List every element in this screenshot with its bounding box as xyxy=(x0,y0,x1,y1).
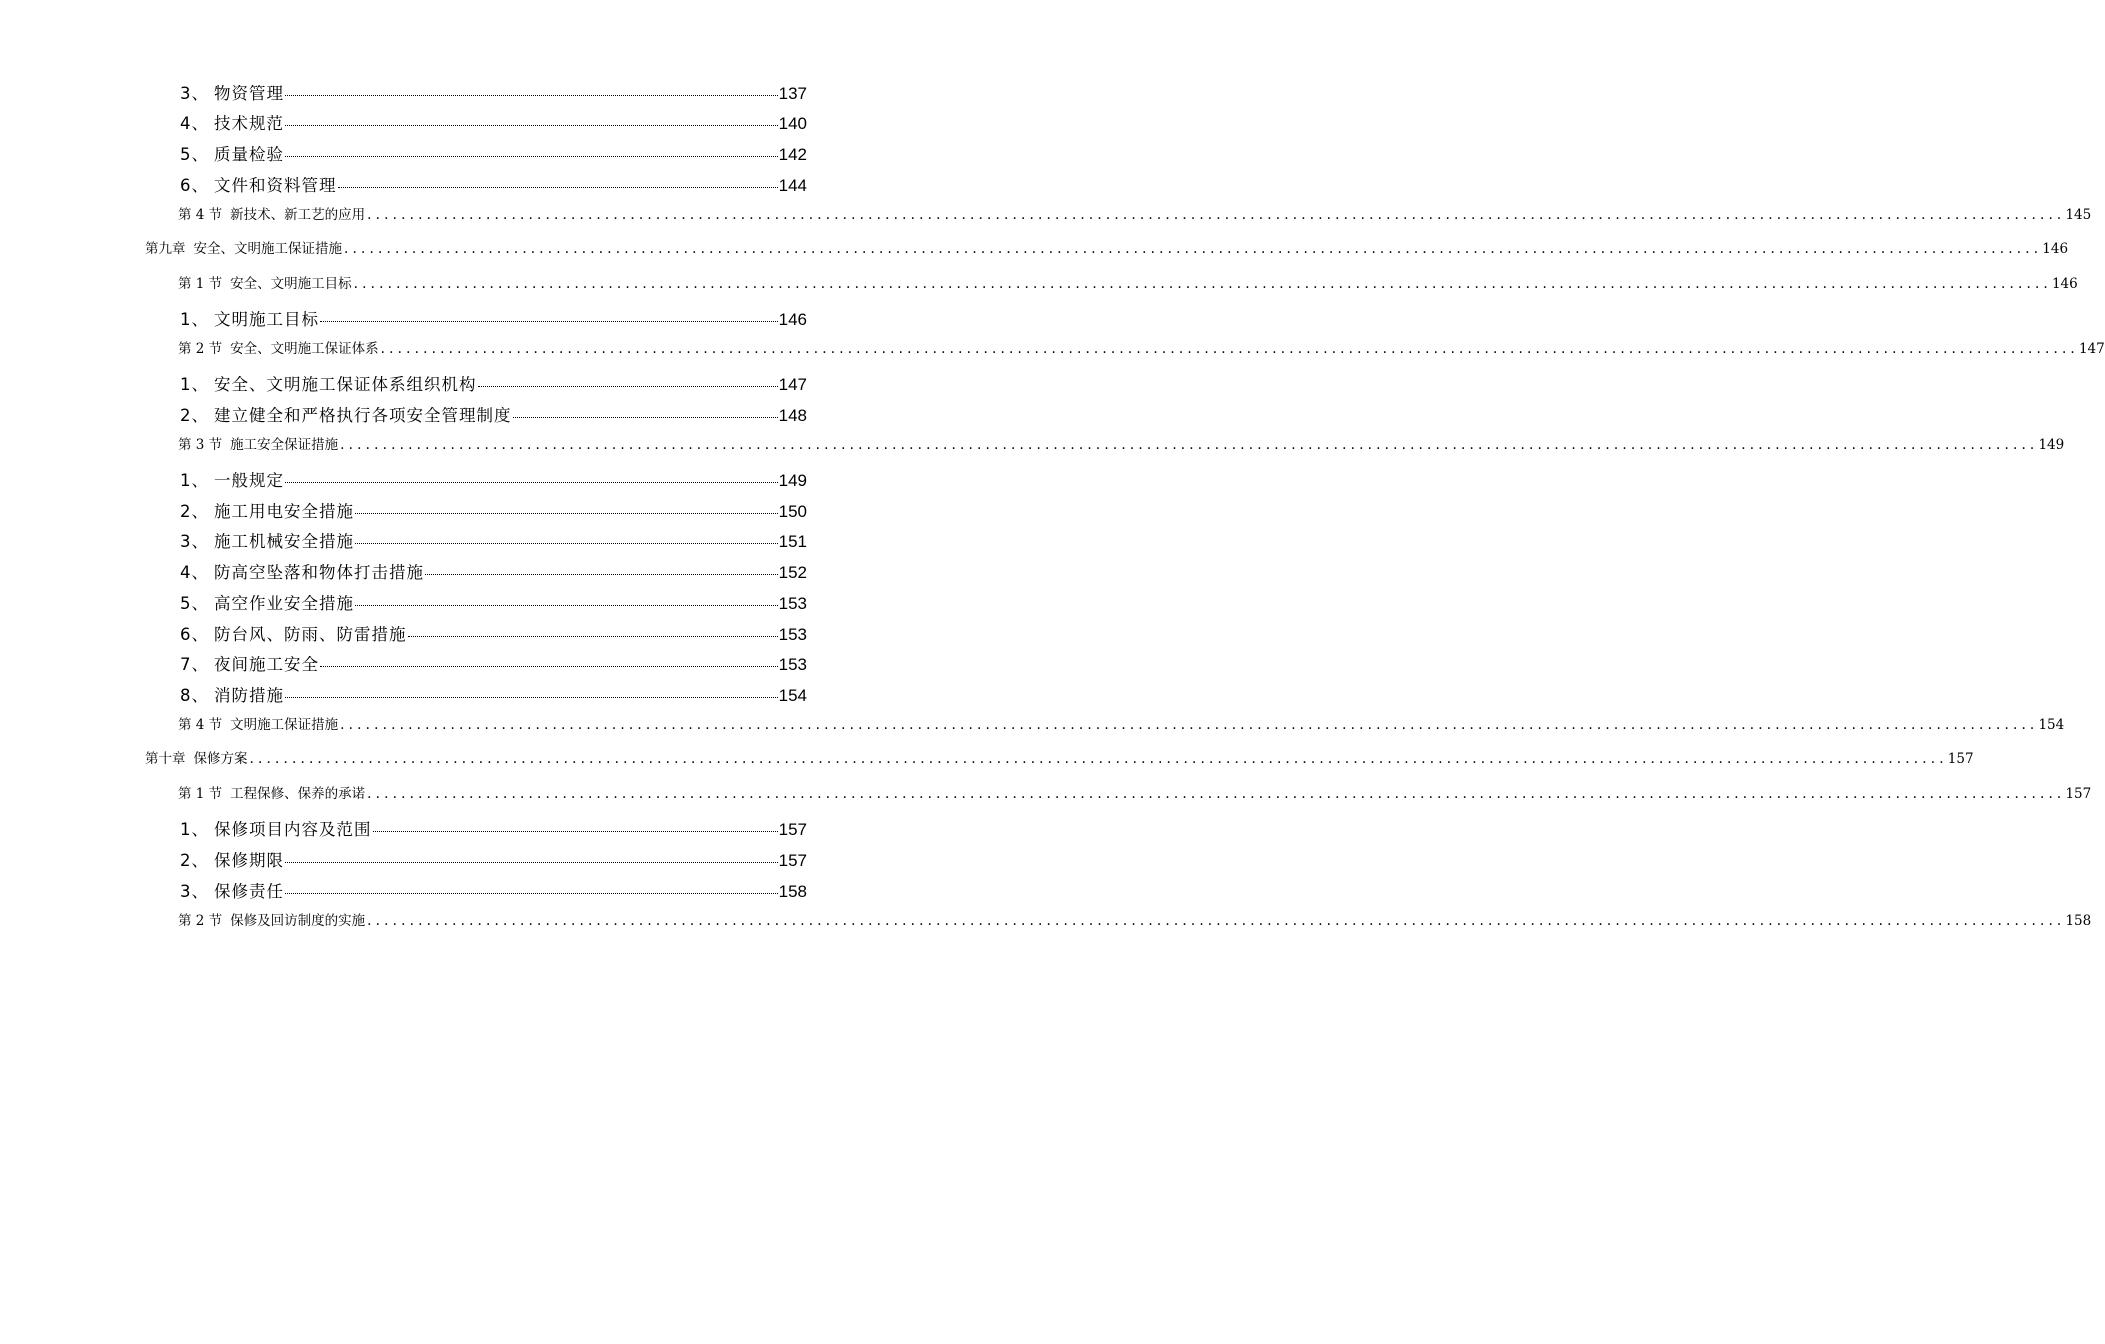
toc-item-entry[interactable] xyxy=(180,172,807,196)
toc-item-entry[interactable] xyxy=(180,110,807,134)
toc-page-number: 154 xyxy=(2038,717,2065,733)
toc-entry-number: 2、 xyxy=(180,851,209,870)
toc-entry-number: 3、 xyxy=(180,532,209,551)
toc-page-number: 157 xyxy=(2065,786,2092,802)
toc-item-entry[interactable] xyxy=(180,306,807,330)
toc-dot-leader: ........................................................................................................................................................................................................ xyxy=(340,717,2039,733)
toc-dot-leader xyxy=(320,666,778,667)
toc-entry-title: 新技术、新工艺的应用 xyxy=(230,207,366,223)
toc-entry-number: 第 2 节 xyxy=(178,341,223,357)
toc-entry-title: 施工用电安全措施 xyxy=(214,502,354,521)
toc-dot-leader: ........................................................................................................................................................................................................ xyxy=(367,786,2066,802)
toc-page-number: 137 xyxy=(778,84,807,103)
toc-page-number: 142 xyxy=(778,145,807,164)
toc-dot-leader xyxy=(373,831,778,832)
toc-page-number: 157 xyxy=(778,820,807,839)
toc-page-number: 149 xyxy=(2038,437,2065,453)
toc-entry-title: 保修期限 xyxy=(214,851,284,870)
toc-page-number: 150 xyxy=(778,502,807,521)
toc-item-entry[interactable] xyxy=(180,467,807,491)
toc-section-entry[interactable] xyxy=(178,782,2092,802)
toc-entry-number: 7、 xyxy=(180,655,209,674)
toc-item-entry[interactable] xyxy=(180,878,807,902)
toc-page-number: 147 xyxy=(2078,341,2105,357)
toc-entry-title: 消防措施 xyxy=(214,686,284,705)
toc-page-number: 151 xyxy=(778,532,807,551)
toc-page-number: 153 xyxy=(778,655,807,674)
toc-dot-leader xyxy=(285,893,778,894)
toc-dot-leader xyxy=(513,417,778,418)
toc-dot-leader: ........................................................................................................................................................................................................ xyxy=(367,913,2066,929)
toc-entry-title: 文件和资料管理 xyxy=(214,176,337,195)
toc-dot-leader xyxy=(285,697,778,698)
toc-page-number: 147 xyxy=(778,375,807,394)
toc-dot-leader xyxy=(338,187,778,188)
toc-item-entry[interactable] xyxy=(180,371,807,395)
toc-chapter-entry[interactable] xyxy=(145,747,1974,767)
toc-entry-title: 质量检验 xyxy=(214,145,284,164)
toc-entry-number: 6、 xyxy=(180,176,209,195)
toc-page-number: 146 xyxy=(2042,241,2069,257)
toc-entry-number: 5、 xyxy=(180,145,209,164)
toc-dot-leader xyxy=(408,636,778,637)
toc-entry-title: 保修项目内容及范围 xyxy=(214,820,372,839)
toc-entry-title: 防台风、防雨、防雷措施 xyxy=(214,625,407,644)
toc-item-entry[interactable] xyxy=(180,847,807,871)
toc-entry-title: 施工安全保证措施 xyxy=(230,437,339,453)
toc-section-entry[interactable] xyxy=(178,272,2078,292)
toc-dot-leader xyxy=(320,321,778,322)
toc-dot-leader xyxy=(355,605,778,606)
toc-entry-title: 防高空坠落和物体打击措施 xyxy=(214,563,424,582)
toc-item-entry[interactable] xyxy=(180,682,807,706)
toc-page-number: 158 xyxy=(778,882,807,901)
toc-page-number: 153 xyxy=(778,625,807,644)
toc-entry-number: 第九章 xyxy=(145,241,186,257)
toc-dot-leader: ........................................................................................................................................................................................................ xyxy=(249,751,1948,767)
toc-entry-title: 文明施工保证措施 xyxy=(230,717,339,733)
toc-page-number: 152 xyxy=(778,563,807,582)
toc-page-number: 157 xyxy=(1947,751,1974,767)
toc-entry-number: 3、 xyxy=(180,84,209,103)
toc-page-number: 148 xyxy=(778,406,807,425)
toc-page-number: 157 xyxy=(778,851,807,870)
toc-section-entry[interactable] xyxy=(178,203,2092,223)
toc-entry-title: 施工机械安全措施 xyxy=(214,532,354,551)
toc-entry-number: 第 3 节 xyxy=(178,437,223,453)
toc-dot-leader xyxy=(355,513,778,514)
toc-dot-leader: ........................................................................................................................................................................................................ xyxy=(380,341,2079,357)
toc-entry-number: 第 4 节 xyxy=(178,207,223,223)
toc-dot-leader xyxy=(425,574,778,575)
toc-dot-leader xyxy=(285,482,778,483)
toc-entry-number: 第 2 节 xyxy=(178,913,223,929)
toc-section-entry[interactable] xyxy=(178,909,2092,929)
toc-item-entry[interactable] xyxy=(180,141,807,165)
toc-entry-number: 8、 xyxy=(180,686,209,705)
toc-entry-title: 保修方案 xyxy=(193,751,248,767)
toc-page-number: 149 xyxy=(778,471,807,490)
toc-entry-number: 第十章 xyxy=(145,751,186,767)
toc-dot-leader xyxy=(285,125,778,126)
toc-section-entry[interactable] xyxy=(178,713,2065,733)
toc-item-entry[interactable] xyxy=(180,498,807,522)
toc-entry-number: 4、 xyxy=(180,114,209,133)
toc-entry-number: 1、 xyxy=(180,820,209,839)
toc-page-number: 145 xyxy=(2065,207,2092,223)
toc-item-entry[interactable] xyxy=(180,402,807,426)
toc-entry-title: 建立健全和严格执行各项安全管理制度 xyxy=(214,406,512,425)
toc-item-entry[interactable] xyxy=(180,559,807,583)
toc-page-number: 158 xyxy=(2065,913,2092,929)
toc-entry-number: 1、 xyxy=(180,471,209,490)
toc-entry-title: 夜间施工安全 xyxy=(214,655,319,674)
toc-entry-number: 5、 xyxy=(180,594,209,613)
toc-page-number: 153 xyxy=(778,594,807,613)
toc-chapter-entry[interactable] xyxy=(145,237,2069,257)
toc-entry-title: 安全、文明施工目标 xyxy=(230,276,352,292)
toc-dot-leader: ........................................................................................................................................................................................................ xyxy=(367,207,2066,223)
toc-item-entry[interactable] xyxy=(180,80,807,104)
toc-entry-number: 1、 xyxy=(180,310,209,329)
toc-page-number: 146 xyxy=(2051,276,2078,292)
toc-dot-leader: ........................................................................................................................................................................................................ xyxy=(344,241,2043,257)
toc-entry-title: 高空作业安全措施 xyxy=(214,594,354,613)
toc-entry-number: 2、 xyxy=(180,406,209,425)
toc-entry-number: 第 1 节 xyxy=(178,276,223,292)
toc-entry-title: 保修责任 xyxy=(214,882,284,901)
toc-entry-title: 安全、文明施工保证措施 xyxy=(193,241,342,257)
toc-entry-number: 第 1 节 xyxy=(178,786,223,802)
toc-dot-leader xyxy=(355,543,778,544)
toc-entry-title: 文明施工目标 xyxy=(214,310,319,329)
toc-entry-title: 工程保修、保养的承诺 xyxy=(230,786,366,802)
toc-entry-number: 4、 xyxy=(180,563,209,582)
toc-section-entry[interactable] xyxy=(178,433,2065,453)
toc-item-entry[interactable] xyxy=(180,528,807,552)
toc-item-entry[interactable] xyxy=(180,590,807,614)
toc-entry-number: 2、 xyxy=(180,502,209,521)
toc-dot-leader xyxy=(285,156,778,157)
toc-dot-leader xyxy=(285,95,778,96)
toc-section-entry[interactable] xyxy=(178,337,2105,357)
toc-entry-title: 保修及回访制度的实施 xyxy=(230,913,366,929)
toc-dot-leader xyxy=(478,386,778,387)
toc-page-number: 144 xyxy=(778,176,807,195)
toc-entry-title: 技术规范 xyxy=(214,114,284,133)
toc-entry-number: 1、 xyxy=(180,375,209,394)
toc-dot-leader: ........................................................................................................................................................................................................ xyxy=(340,437,2039,453)
toc-dot-leader xyxy=(285,862,778,863)
toc-page-number: 140 xyxy=(778,114,807,133)
toc-page-number: 154 xyxy=(778,686,807,705)
toc-entry-title: 安全、文明施工保证体系组织机构 xyxy=(214,375,477,394)
toc-entry-title: 安全、文明施工保证体系 xyxy=(230,341,379,357)
toc-item-entry[interactable] xyxy=(180,651,807,675)
toc-item-entry[interactable] xyxy=(180,816,807,840)
toc-entry-title: 一般规定 xyxy=(214,471,284,490)
toc-dot-leader: ........................................................................................................................................................................................................ xyxy=(353,276,2052,292)
toc-entry-number: 3、 xyxy=(180,882,209,901)
toc-entry-number: 6、 xyxy=(180,625,209,644)
toc-page-number: 146 xyxy=(778,310,807,329)
toc-item-entry[interactable] xyxy=(180,621,807,645)
toc-entry-number: 第 4 节 xyxy=(178,717,223,733)
toc-entry-title: 物资管理 xyxy=(214,84,284,103)
